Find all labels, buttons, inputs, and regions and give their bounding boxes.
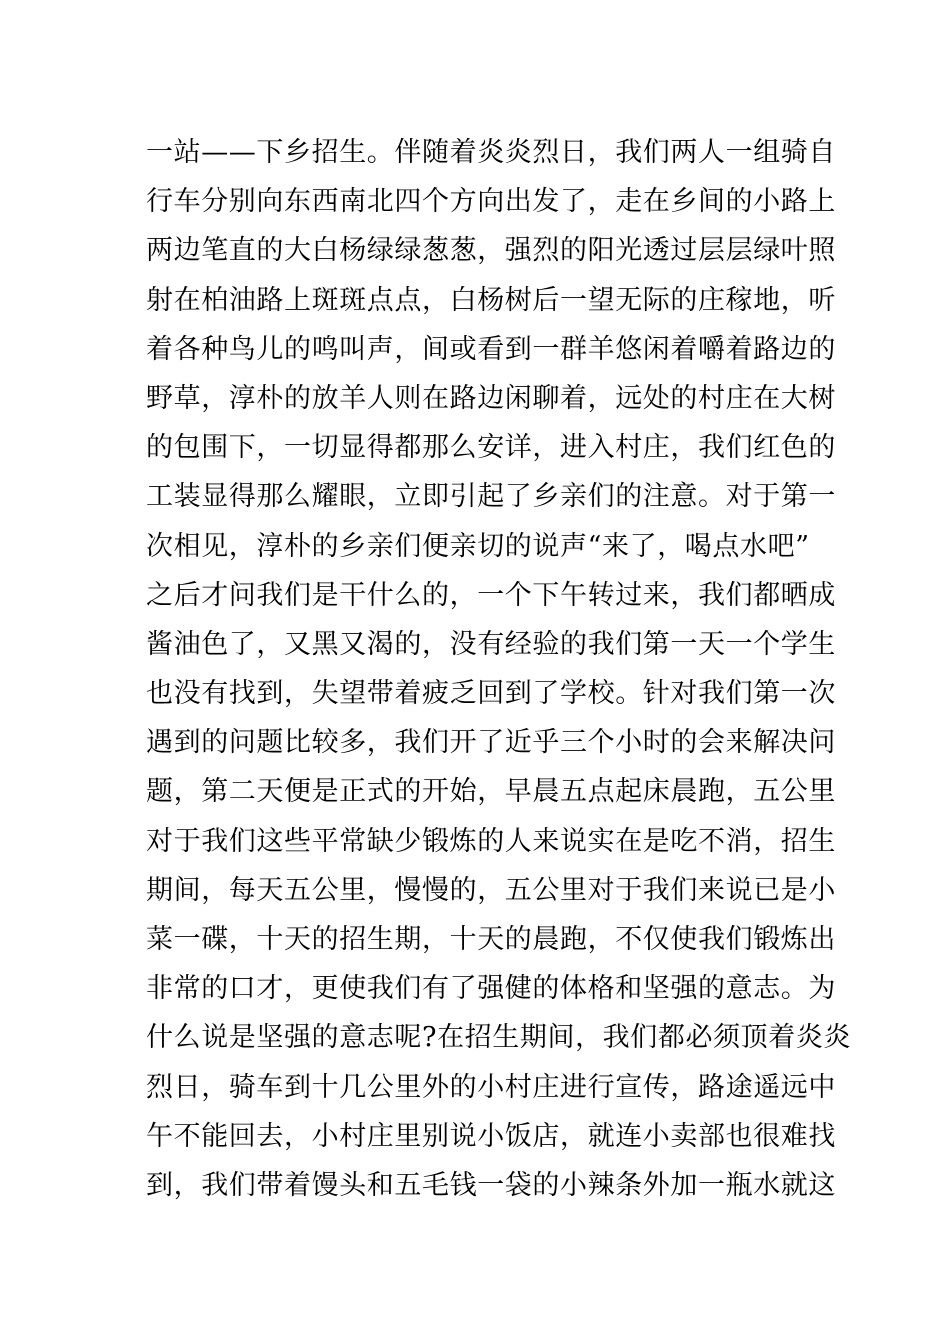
- text-line: 什么说是坚强的意志呢?在招生期间，我们都必须顶着炎炎: [146, 1022, 852, 1054]
- text-line: 也没有找到，失望带着疲乏回到了学校。针对我们第一次: [146, 678, 836, 710]
- body-text: [146, 128, 852, 1210]
- text-line: 到，我们带着馒头和五毛钱一袋的小辣条外加一瓶水就这: [146, 1169, 836, 1201]
- text-line: 对于我们这些平常缺少锻炼的人来说实在是吃不消，招生: [146, 825, 836, 857]
- text-line: 烈日，骑车到十几公里外的小村庄进行宣传，路途遥远中: [146, 1071, 836, 1103]
- text-line: 野草，淳朴的放羊人则在路边闲聊着，远处的村庄在大树: [146, 382, 836, 414]
- text-line: 行车分别向东西南北四个方向出发了，走在乡间的小路上: [146, 186, 836, 218]
- text-line: 一站——下乡招生。伴随着炎炎烈日，我们两人一组骑自: [146, 137, 836, 168]
- text-line: 遇到的问题比较多，我们开了近乎三个小时的会来解决问: [146, 727, 836, 759]
- text-line: 工装显得那么耀眼，立即引起了乡亲们的注意。对于第一: [146, 481, 836, 513]
- text-line: 着各种鸟儿的鸣叫声，间或看到一群羊悠闲着嚼着路边的: [146, 333, 836, 365]
- text-line: 的包围下，一切显得都那么安详，进入村庄，我们红色的: [146, 432, 836, 464]
- text-line: 两边笔直的大白杨绿绿葱葱，强烈的阳光透过层层绿叶照: [146, 235, 836, 267]
- text-line: 题，第二天便是正式的开始，早晨五点起床晨跑，五公里: [146, 776, 836, 808]
- text-line: 酱油色了，又黑又渴的，没有经验的我们第一天一个学生: [146, 628, 836, 660]
- text-line: 次相见，淳朴的乡亲们便亲切的说声“来了，喝点水吧”: [146, 530, 810, 562]
- text-line: 之后才问我们是干什么的，一个下午转过来，我们都晒成: [146, 579, 836, 611]
- text-line: 菜一碟，十天的招生期，十天的晨跑，不仅使我们锻炼出: [146, 924, 836, 955]
- text-line: 非常的口才，更使我们有了强健的体格和坚强的意志。为: [146, 973, 836, 1005]
- text-line: 午不能回去，小村庄里别说小饭店，就连小卖部也很难找: [146, 1120, 836, 1152]
- text-line: 射在柏油路上斑斑点点，白杨树后一望无际的庄稼地，听: [146, 284, 836, 316]
- text-line: 期间，每天五公里，慢慢的，五公里对于我们来说已是小: [146, 874, 836, 906]
